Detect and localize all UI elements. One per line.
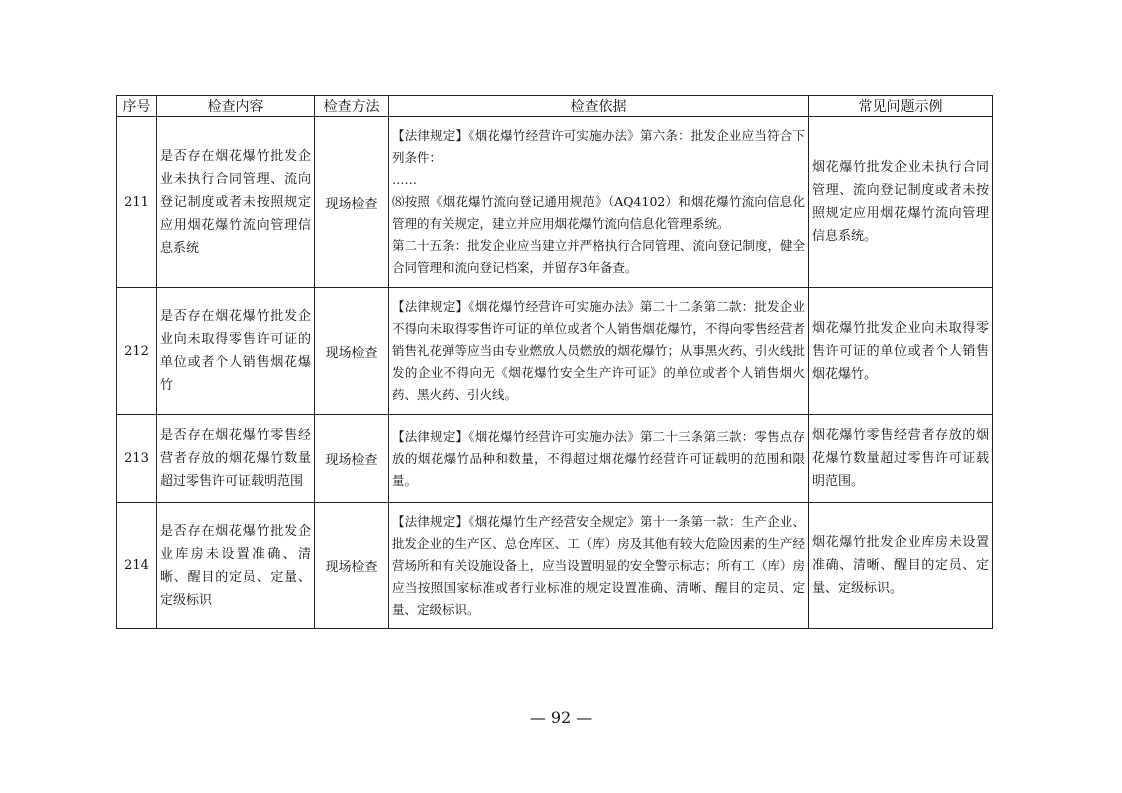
row-method: 现场检查 [315,288,389,415]
basis-paragraph: ⑻按照《烟花爆竹流向登记通用规范》（AQ4102）和烟花爆竹流向信息化管理的有关规定，建立并应用烟花爆竹流向信息化管理系统。 [392,194,805,231]
row-content: 是否存在烟花爆竹零售经营者存放的烟花爆竹数量超过零售许可证载明范围 [157,415,315,503]
row-issue: 烟花爆竹零售经营者存放的烟花爆竹数量超过零售许可证载明范围。 [809,415,993,503]
row-issue: 烟花爆竹批发企业向未取得零售许可证的单位或者个人销售烟花爆竹。 [809,288,993,415]
basis-paragraph: 【法律规定】《烟花爆竹生产经营安全规定》第十一条第一款：生产企业、批发企业的生产区、总仓库区、工（库）房及其他有较大危险因素的生产经营场所和有关设施设备上，应当设置明显的安全警示标志；所有工（库）房应当按照国家标准或者行业标准的规定设置准确、清晰、醒目的定员、定量、定级标识。 [392,513,805,617]
basis-paragraph: 【法律规定】《烟花爆竹经营许可实施办法》第六条：批发企业应当符合下列条件： [392,128,805,165]
row-content: 是否存在烟花爆竹批发企业向未取得零售许可证的单位或者个人销售烟花爆竹 [157,288,315,415]
row-seq: 214 [117,503,157,629]
basis-paragraph: …… [392,172,417,187]
basis-paragraph: 【法律规定】《烟花爆竹经营许可实施办法》第二十三条第三款：零售点存放的烟花爆竹品种和数量，不得超过烟花爆竹经营许可证载明的范围和限量。 [392,428,805,488]
table-row [117,288,993,415]
row-seq: 213 [117,415,157,503]
row-method: 现场检查 [315,117,389,288]
row-method: 现场检查 [315,415,389,503]
row-seq: 211 [117,117,157,288]
table-row [117,503,993,629]
row-content: 是否存在烟花爆竹批发企业库房未设置准确、清晰、醒目的定员、定量、定级标识 [157,503,315,629]
row-issue: 烟花爆竹批发企业库房未设置准确、清晰、醒目的定员、定量、定级标识。 [809,503,993,629]
header-seq: 序号 [117,96,157,117]
header-content: 检查内容 [157,96,315,117]
row-seq: 212 [117,288,157,415]
table-row [117,415,993,503]
header-basis: 检查依据 [389,96,809,117]
table-row [117,117,993,288]
basis-paragraph: 【法律规定】《烟花爆竹经营许可实施办法》第二十二条第二款：批发企业不得向未取得零售许可证的单位或者个人销售烟花爆竹，不得向零售经营者销售礼花弹等应当由专业燃放人员燃放的烟花爆竹；从事黑火药、引火线批发的企业不得向无《烟花爆竹安全生产许可证》的单位或者个人销售烟火药、黑火药、引火线。 [392,299,805,402]
row-issue: 烟花爆竹批发企业未执行合同管理、流向登记制度或者未按照规定应用烟花爆竹流向管理信息系统。 [809,117,993,288]
table-header-row [117,96,993,117]
row-basis [389,415,809,503]
row-basis [389,288,809,415]
row-method: 现场检查 [315,503,389,629]
row-content: 是否存在烟花爆竹批发企业未执行合同管理、流向登记制度或者未按照规定应用烟花爆竹流向管理信息系统 [157,117,315,288]
header-method: 检查方法 [315,96,389,117]
basis-paragraph: 第二十五条：批发企业应当建立并严格执行合同管理、流向登记制度，健全合同管理和流向登记档案，并留存3年备查。 [392,238,805,275]
row-basis [389,503,809,629]
page-number: — 92 — [529,708,593,727]
header-issue: 常见问题示例 [809,96,993,117]
row-basis [389,117,809,288]
inspection-table [116,95,993,629]
